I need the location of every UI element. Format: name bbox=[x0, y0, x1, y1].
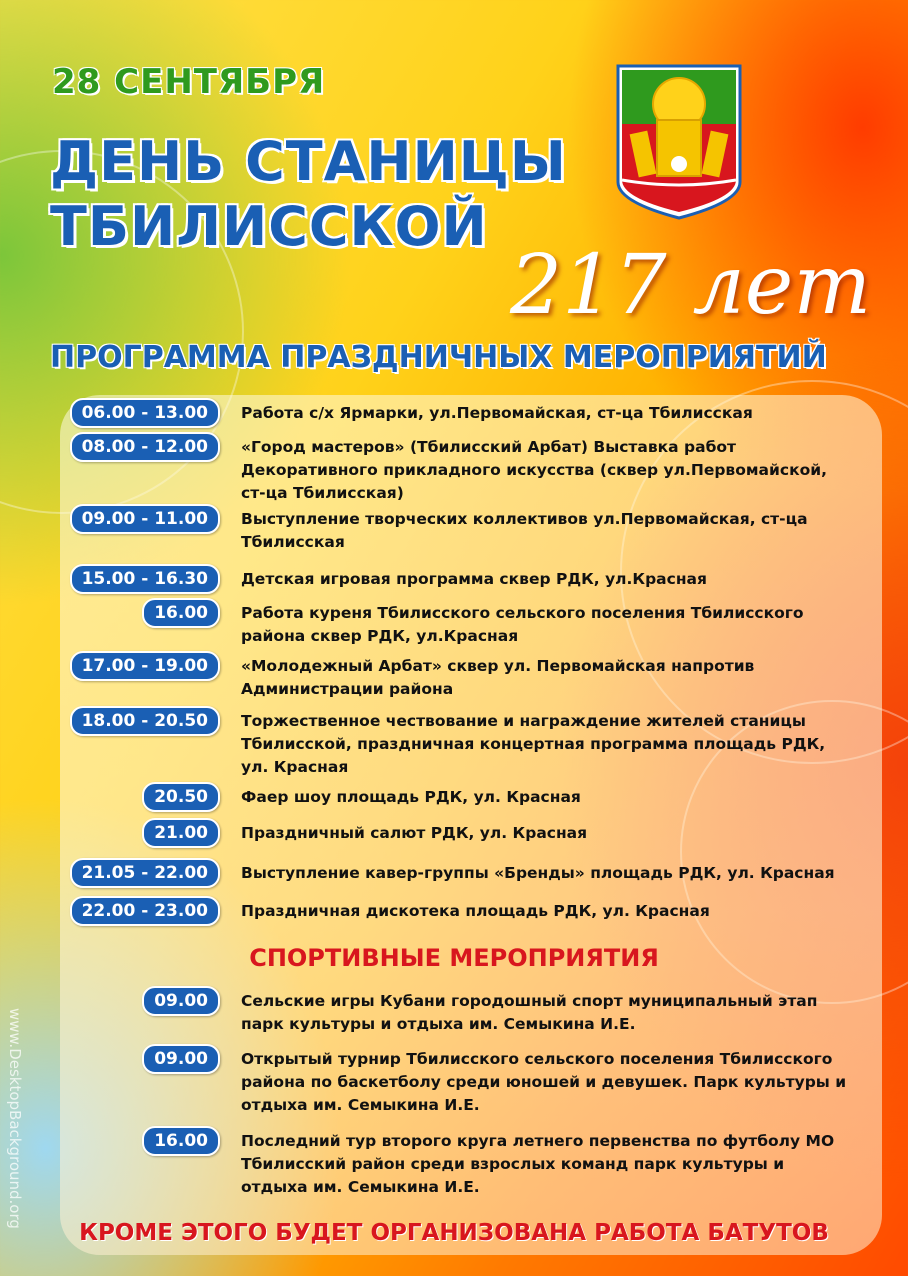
anniversary-label: 217 лет bbox=[510, 238, 872, 333]
event-description: Выступление творческих коллективов ул.Первомайская, ст-ца Тбилисская bbox=[241, 510, 808, 551]
time-badge: 21.00 bbox=[142, 818, 220, 848]
time-badge: 08.00 - 12.00 bbox=[70, 432, 220, 462]
time-badge: 09.00 - 11.00 bbox=[70, 504, 220, 534]
event-title-line2: ТБИЛИССКОЙ bbox=[50, 195, 488, 258]
time-badge: 17.00 - 19.00 bbox=[70, 651, 220, 681]
event-description: «Город мастеров» (Тбилисский Арбат) Выставка работ Декоративного прикладного искусства (сквер ул.Первомайской, ст-ца Тбилисская) bbox=[241, 438, 827, 502]
event-description: Фаер шоу площадь РДК, ул. Красная bbox=[241, 788, 581, 806]
event-description: Торжественное чествование и награждение жителей станицы Тбилисской, праздничная концертная программа площадь РДК, ул. Красная bbox=[241, 712, 826, 776]
footer-note: КРОМЕ ЭТОГО БУДЕТ ОРГАНИЗОВАНА РАБОТА БАТУТОВ bbox=[79, 1220, 829, 1246]
time-badge: 06.00 - 13.00 bbox=[70, 398, 220, 428]
event-description: Праздничная дискотека площадь РДК, ул. Красная bbox=[241, 902, 710, 920]
event-date: 28 СЕНТЯБРЯ bbox=[52, 62, 326, 102]
time-badge: 21.05 - 22.00 bbox=[70, 858, 220, 888]
event-description: Сельские игры Кубани городошный спорт муниципальный этап парк культуры и отдыха им. Семыкина И.Е. bbox=[241, 992, 818, 1033]
event-description: Выступление кавер-группы «Бренды» площадь РДК, ул. Красная bbox=[241, 864, 835, 882]
time-badge: 18.00 - 20.50 bbox=[70, 706, 220, 736]
event-description: Работа с/х Ярмарки, ул.Первомайская, ст-ца Тбилисская bbox=[241, 404, 753, 422]
watermark bbox=[4, 1010, 26, 1272]
time-badge: 09.00 bbox=[142, 986, 220, 1016]
coat-of-arms-icon bbox=[612, 62, 746, 222]
event-title-line1: ДЕНЬ СТАНИЦЫ bbox=[50, 130, 567, 193]
event-description: Детская игровая программа сквер РДК, ул.Красная bbox=[241, 570, 707, 588]
time-badge: 22.00 - 23.00 bbox=[70, 896, 220, 926]
time-badge: 20.50 bbox=[142, 782, 220, 812]
time-badge: 16.00 bbox=[142, 598, 220, 628]
event-description: Работа куреня Тбилисского сельского поселения Тбилисского района сквер РДК, ул.Красная bbox=[241, 604, 804, 645]
event-description: Праздничный салют РДК, ул. Красная bbox=[241, 824, 588, 842]
event-description: Последний тур второго круга летнего первенства по футболу МО Тбилисский район среди взрослых команд парк культуры и отдыха им. Семыкина И.Е. bbox=[241, 1132, 835, 1196]
time-badge: 09.00 bbox=[142, 1044, 220, 1074]
event-description: Открытый турнир Тбилисского сельского поселения Тбилисского района по баскетболу среди юношей и девушек. Парк культуры и отдыха им. Семыкина И.Е. bbox=[241, 1050, 847, 1114]
event-description: «Молодежный Арбат» сквер ул. Первомайская напротив Администрации района bbox=[241, 657, 755, 698]
time-badge: 15.00 - 16.30 bbox=[70, 564, 220, 594]
sports-title: СПОРТИВНЫЕ МЕРОПРИЯТИЯ bbox=[249, 944, 659, 972]
watermark-text: www.DesktopBackground.org bbox=[6, 1008, 24, 1229]
program-title: ПРОГРАММА ПРАЗДНИЧНЫХ МЕРОПРИЯТИЙ bbox=[50, 340, 827, 375]
time-badge: 16.00 bbox=[142, 1126, 220, 1156]
